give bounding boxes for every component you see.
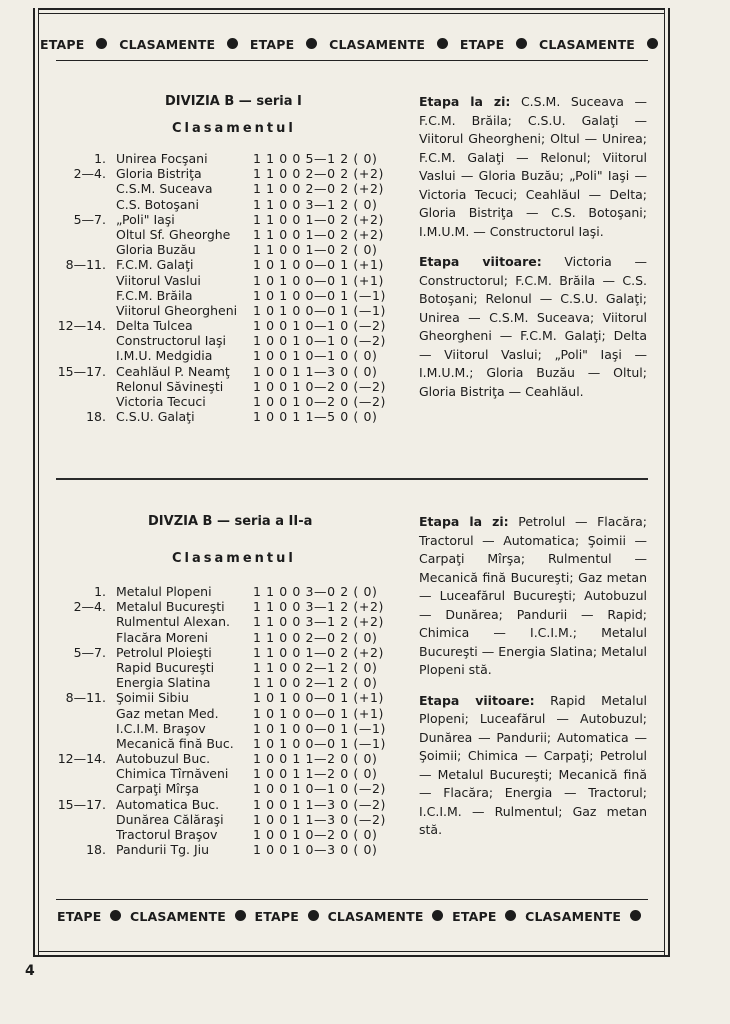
table-row xyxy=(56,303,406,318)
seria2-subtitle: Clasamentul xyxy=(172,551,296,566)
position-cell: 2—4. xyxy=(73,599,106,615)
seria1-fixtures xyxy=(419,93,647,413)
table-row xyxy=(56,645,406,660)
team-cell: Delta Tulcea xyxy=(116,318,193,334)
position-cell: 15—17. xyxy=(57,796,106,812)
table-row xyxy=(56,660,406,675)
stats-cell: 1 1 0 0 1—0 2 ( 0) xyxy=(253,242,378,258)
team-cell: I.C.I.M. Braşov xyxy=(116,720,206,736)
position-cell: 18. xyxy=(86,842,106,858)
team-cell: Autobuzul Buc. xyxy=(116,751,211,767)
section-divider xyxy=(56,478,648,480)
table-row xyxy=(56,812,406,827)
seria2-fixtures xyxy=(419,513,647,852)
team-cell: Rulmentul Alexan. xyxy=(116,614,231,630)
team-cell: F.C.M. Galaţi xyxy=(116,257,194,273)
banner-word: ETAPE xyxy=(40,36,85,52)
stats-cell: 1 0 0 1 1—3 0 (—2) xyxy=(253,796,387,812)
frame-right-line xyxy=(664,8,665,956)
table-row xyxy=(56,197,406,212)
stats-cell: 1 0 0 1 1—5 0 ( 0) xyxy=(253,409,378,425)
table-row xyxy=(56,842,406,857)
position-cell: 18. xyxy=(86,409,106,425)
stats-cell: 1 0 1 0 0—0 1 (—1) xyxy=(253,735,387,751)
table-row xyxy=(56,318,406,333)
football-icon xyxy=(110,910,121,921)
football-icon xyxy=(308,910,319,921)
table-row xyxy=(56,379,406,394)
table-row xyxy=(56,751,406,766)
team-cell: F.C.M. Brăila xyxy=(116,287,193,303)
stats-cell: 1 0 1 0 0—0 1 (+1) xyxy=(253,690,384,706)
football-icon xyxy=(227,38,238,49)
frame-top-line-inner xyxy=(38,13,665,14)
table-row xyxy=(56,827,406,842)
table-row xyxy=(56,706,406,721)
frame-bottom-line-inner xyxy=(38,951,665,952)
viitoare-label: Etapa viitoare: xyxy=(419,254,542,269)
stats-cell: 1 0 0 1 0—3 0 ( 0) xyxy=(253,842,378,858)
seria1-title: DIVIZIA B — seria I xyxy=(165,94,302,109)
table-row xyxy=(56,599,406,614)
football-icon xyxy=(306,38,317,49)
table-row xyxy=(56,166,406,181)
viitoare-text: Rapid Metalul Plopeni; Luceafărul — Autobuzul; Dunărea — Pandurii; Automatica — Şoimii; Chimica — Carpaţi; Petrolul — Metalul Bucureşti; Mecanică fină — Flacăra; Energia — Tractorul; I.C.I.M. — Rulmentul; Gaz metan stă. xyxy=(419,692,647,837)
football-icon xyxy=(235,910,246,921)
team-cell: „Poli" Iaşi xyxy=(116,211,175,227)
team-cell: Constructorul Iaşi xyxy=(116,333,227,349)
stats-cell: 1 0 1 0 0—0 1 (+1) xyxy=(253,705,384,721)
football-icon xyxy=(630,910,641,921)
table-row xyxy=(56,257,406,272)
table-row xyxy=(56,584,406,599)
stats-cell: 1 1 0 0 2—0 2 (+2) xyxy=(253,181,384,197)
stats-cell: 1 0 0 1 0—2 0 (—2) xyxy=(253,394,387,409)
seria1-etapa-la-zi xyxy=(419,93,647,241)
frame-bottom-line xyxy=(33,955,670,957)
viitoare-text: Victoria — Constructorul; F.C.M. Brăila — C.S. Botoşani; Relonul — C.S.U. Galaţi; Unirea — C.S.M. Suceava; Viitorul Gheorgheni — F.C.M. Galaţi; Delta — Viitorul Vaslui; „Poli" Iaşi — I.M.U.M.; Gloria Buzău — Oltul; Gloria Bistriţa — Ceahlăul. xyxy=(419,254,647,399)
stats-cell: 1 1 0 0 2—0 2 (+2) xyxy=(253,166,384,182)
stats-cell: 1 1 0 0 2—1 2 ( 0) xyxy=(253,675,378,691)
team-cell: Viitorul Gheorgheni xyxy=(116,302,238,318)
table-row xyxy=(56,721,406,736)
table-row xyxy=(56,736,406,751)
table-row xyxy=(56,288,406,303)
team-cell: Metalul Bucureşti xyxy=(116,599,225,615)
frame-left-line xyxy=(33,8,35,956)
stats-cell: 1 1 0 0 1—0 2 (+2) xyxy=(253,644,384,660)
etapa-text: C.S.M. Suceava — F.C.M. Brăila; C.S.U. Galaţi — Viitorul Gheorgheni; Oltul — Unirea; F.C.M. Galaţi — Relonul; Viitorul Vaslui — Gloria Buzău; „Poli" Iaşi — Victoria Tecuci; Ceahlăul — Delta; Gloria Bistriţa — C.S. Botoşani; I.M.U.M. — Constructorul Iaşi. xyxy=(419,94,647,239)
stats-cell: 1 1 0 0 3—0 2 ( 0) xyxy=(253,584,378,599)
seria1-subtitle: Clasamentul xyxy=(172,121,296,136)
team-cell: Gloria Bistriţa xyxy=(116,166,202,182)
team-cell: Dunărea Călăraşi xyxy=(116,811,224,827)
table-row xyxy=(56,409,406,424)
team-cell: Petrolul Ploieşti xyxy=(116,644,212,660)
seria1-standings-table xyxy=(56,151,406,424)
position-cell: 15—17. xyxy=(57,363,106,379)
team-cell: Victoria Tecuci xyxy=(116,394,206,409)
banner-word: CLASAMENTE xyxy=(119,36,216,52)
stats-cell: 1 1 0 0 1—0 2 (+2) xyxy=(253,211,384,227)
team-cell: C.S.U. Galaţi xyxy=(116,409,195,425)
table-row xyxy=(56,630,406,645)
football-icon xyxy=(516,38,527,49)
football-icon xyxy=(505,910,516,921)
team-cell: Chimica Tîrnăveni xyxy=(116,766,229,782)
seria2-etapa-viitoare xyxy=(419,692,647,840)
table-row xyxy=(56,364,406,379)
stats-cell: 1 0 0 1 0—2 0 (—2) xyxy=(253,378,387,394)
stats-cell: 1 0 0 1 0—1 0 ( 0) xyxy=(253,348,378,364)
etapa-label: Etapa la zi: xyxy=(419,94,511,109)
banner-word: ETAPE xyxy=(57,908,102,924)
team-cell: Energia Slatina xyxy=(116,675,211,691)
banner-word: CLASAMENTE xyxy=(327,908,424,924)
table-row xyxy=(56,675,406,690)
banner-word: ETAPE xyxy=(452,908,497,924)
seria1-etapa-viitoare xyxy=(419,253,647,401)
stats-cell: 1 0 1 0 0—0 1 (+1) xyxy=(253,272,384,288)
stats-cell: 1 1 0 0 5—1 2 ( 0) xyxy=(253,151,378,166)
team-cell: C.S. Botoşani xyxy=(116,196,199,212)
table-row xyxy=(56,212,406,227)
stats-cell: 1 1 0 0 3—1 2 (+2) xyxy=(253,599,384,615)
banner-overline xyxy=(56,899,648,900)
team-cell: Rapid Bucureşti xyxy=(116,659,215,675)
team-cell: Flacăra Moreni xyxy=(116,629,209,645)
banner-word: CLASAMENTE xyxy=(525,908,622,924)
stats-cell: 1 1 0 0 3—1 2 (+2) xyxy=(253,614,384,630)
team-cell: Unirea Focşani xyxy=(116,151,208,166)
position-cell: 1. xyxy=(94,584,106,599)
stats-cell: 1 0 0 1 0—2 0 ( 0) xyxy=(253,827,378,842)
table-row xyxy=(56,273,406,288)
stats-cell: 1 0 1 0 0—0 1 (—1) xyxy=(253,302,387,318)
table-row xyxy=(56,394,406,409)
page-number: 4 xyxy=(25,963,35,979)
team-cell: Ceahlăul P. Neamţ xyxy=(116,363,230,379)
banner-underline xyxy=(56,60,648,61)
table-row xyxy=(56,181,406,196)
position-cell: 8—11. xyxy=(65,257,106,273)
stats-cell: 1 0 0 1 0—1 0 (—2) xyxy=(253,318,387,334)
stats-cell: 1 0 0 1 0—1 0 (—2) xyxy=(253,781,387,797)
banner-word: CLASAMENTE xyxy=(539,36,636,52)
banner-word: ETAPE xyxy=(254,908,300,924)
position-cell: 8—11. xyxy=(65,690,106,706)
team-cell: Pandurii Tg. Jiu xyxy=(116,842,210,858)
table-row xyxy=(56,766,406,781)
viitoare-label: Etapa viitoare: xyxy=(419,692,535,708)
seria2-etapa-la-zi xyxy=(419,513,647,680)
team-cell: Metalul Plopeni xyxy=(116,584,212,599)
banner-word: ETAPE xyxy=(249,36,295,52)
frame-right-line-outer xyxy=(668,8,670,956)
position-cell: 12—14. xyxy=(57,751,106,767)
etapa-text: Petrolul — Flacăra; Tractorul — Automatica; Şoimii — Carpaţi Mîrşa; Rulmentul — Mecanică fină Bucureşti; Gaz metan — Luceafărul Bucureşti; Autobuzul — Dunărea; Pandurii — Rapid; Chimica — I.C.I.M.; Metalul Bucureşti — Energia Slatina; Metalul Plopeni stă. xyxy=(419,514,647,677)
stats-cell: 1 1 0 0 2—0 2 ( 0) xyxy=(253,629,378,645)
seria2-standings-table xyxy=(56,584,406,857)
stats-cell: 1 0 0 1 1—2 0 ( 0) xyxy=(253,766,378,782)
table-row xyxy=(56,614,406,629)
stats-cell: 1 0 0 1 1—2 0 ( 0) xyxy=(253,751,378,767)
banner-word: CLASAMENTE xyxy=(130,908,227,924)
football-icon xyxy=(647,38,658,49)
etapa-label: Etapa la zi: xyxy=(419,514,509,529)
team-cell: Tractorul Braşov xyxy=(116,827,218,842)
stats-cell: 1 0 0 1 1—3 0 (—2) xyxy=(253,811,387,827)
team-cell: Mecanică fină Buc. xyxy=(116,735,234,751)
stats-cell: 1 1 0 0 3—1 2 ( 0) xyxy=(253,196,378,212)
table-row xyxy=(56,348,406,363)
table-row xyxy=(56,151,406,166)
seria2-title: DIVZIA B — seria a II-a xyxy=(148,514,313,529)
bottom-banner xyxy=(57,902,647,930)
football-icon xyxy=(96,38,107,49)
football-icon xyxy=(437,38,448,49)
stats-cell: 1 1 0 0 2—1 2 ( 0) xyxy=(253,659,378,675)
team-cell: Oltul Sf. Gheorghe xyxy=(116,226,231,242)
table-row xyxy=(56,242,406,257)
football-icon xyxy=(432,910,443,921)
stats-cell: 1 1 0 0 1—0 2 (+2) xyxy=(253,226,384,242)
stats-cell: 1 0 1 0 0—0 1 (—1) xyxy=(253,287,387,303)
team-cell: Relonul Săvineşti xyxy=(116,378,224,394)
frame-left-line-inner xyxy=(38,8,39,956)
stats-cell: 1 0 1 0 0—0 1 (—1) xyxy=(253,720,387,736)
position-cell: 5—7. xyxy=(73,644,106,660)
position-cell: 1. xyxy=(94,151,106,166)
top-banner xyxy=(40,30,664,58)
team-cell: Viitorul Vaslui xyxy=(116,272,201,288)
table-row xyxy=(56,227,406,242)
team-cell: Automatica Buc. xyxy=(116,796,220,812)
position-cell: 2—4. xyxy=(73,166,106,182)
banner-word: CLASAMENTE xyxy=(329,36,426,52)
table-row xyxy=(56,781,406,796)
table-row xyxy=(56,333,406,348)
team-cell: Gaz metan Med. xyxy=(116,705,219,721)
team-cell: Carpaţi Mîrşa xyxy=(116,781,200,797)
banner-word: ETAPE xyxy=(459,36,505,52)
stats-cell: 1 0 0 1 0—1 0 (—2) xyxy=(253,333,387,349)
team-cell: I.M.U. Medgidia xyxy=(116,348,213,364)
stats-cell: 1 0 1 0 0—0 1 (+1) xyxy=(253,257,384,273)
team-cell: Şoimii Sibiu xyxy=(116,690,189,706)
frame-top-line xyxy=(38,8,665,10)
team-cell: Gloria Buzău xyxy=(116,242,196,258)
position-cell: 5—7. xyxy=(73,211,106,227)
table-row xyxy=(56,690,406,705)
team-cell: C.S.M. Suceava xyxy=(116,181,213,197)
stats-cell: 1 0 0 1 1—3 0 ( 0) xyxy=(253,363,378,379)
table-row xyxy=(56,797,406,812)
position-cell: 12—14. xyxy=(57,318,106,334)
